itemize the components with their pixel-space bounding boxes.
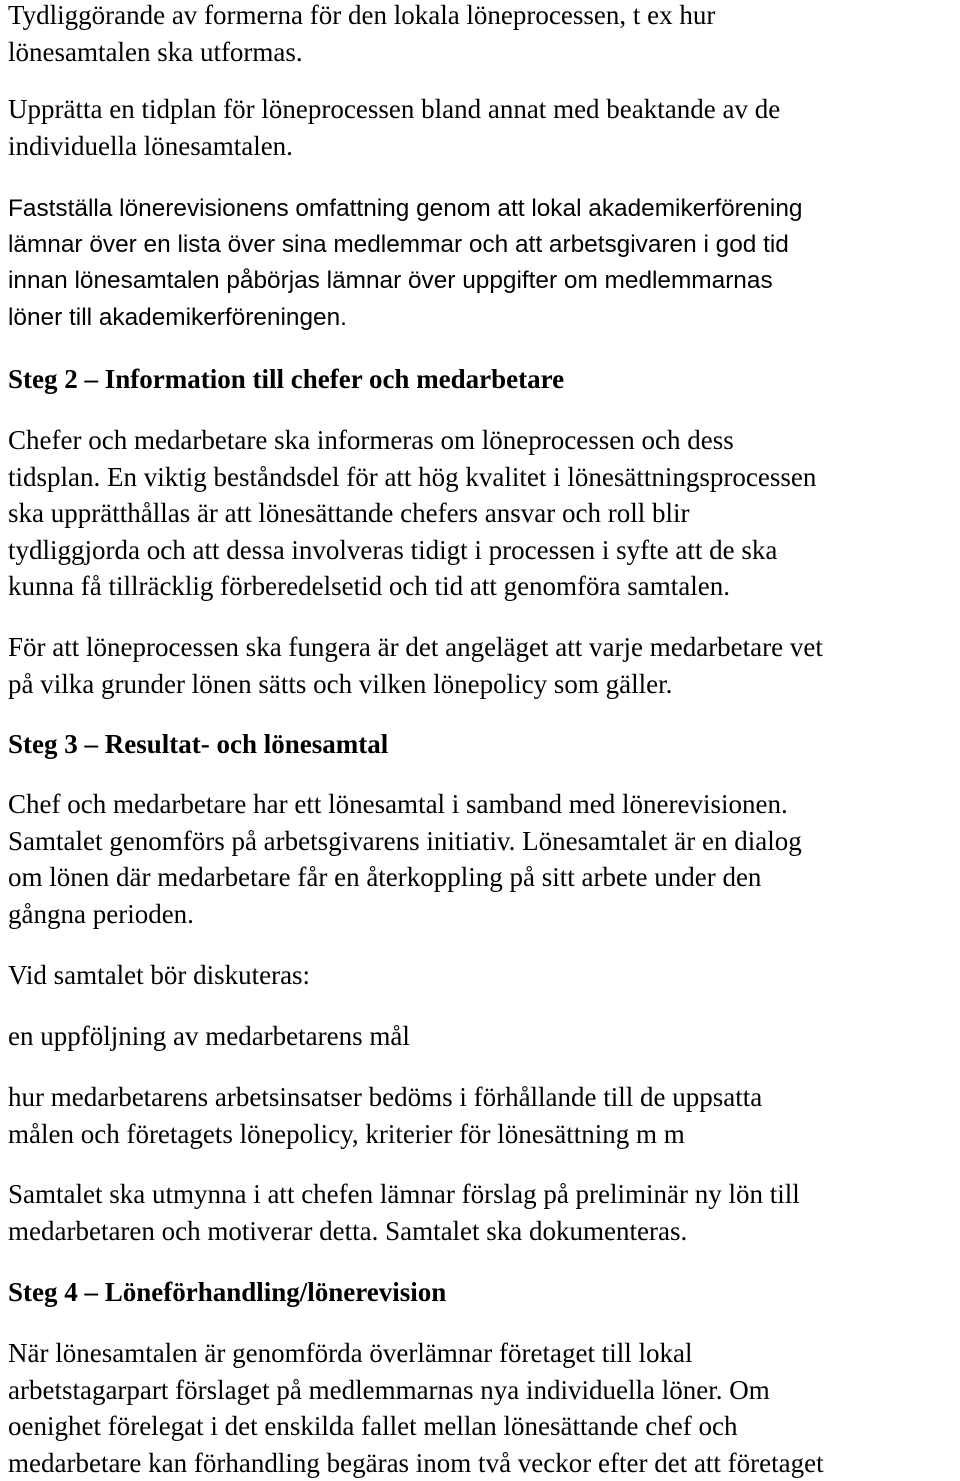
text-line: om lönen där medarbetare får en återkoppling på sitt arbete under den bbox=[8, 859, 958, 896]
text-line: lämnar över en lista över sina medlemmar och att arbetsgivaren i god tid bbox=[8, 227, 958, 263]
paragraph-samtalet-utmynna bbox=[8, 1176, 958, 1249]
text-line: För att löneprocessen ska fungera är det angeläget att varje medarbetare vet bbox=[8, 629, 958, 666]
paragraph-lonesamtal bbox=[8, 786, 958, 932]
paragraph-lonepolicy bbox=[8, 629, 958, 702]
text-line: Samtalet ska utmynna i att chefen lämnar förslag på preliminär ny lön till bbox=[8, 1176, 958, 1213]
text-line: kunna få tillräcklig förberedelsetid och tid att genomföra samtalen. bbox=[8, 568, 958, 605]
text-line: gångna perioden. bbox=[8, 896, 958, 933]
text-line: målen och företagets lönepolicy, kriterier för lönesättning m m bbox=[8, 1116, 958, 1153]
text-line: lönesamtalen ska utformas. bbox=[8, 34, 958, 71]
text-line: på vilka grunder lönen sätts och vilken lönepolicy som gäller. bbox=[8, 666, 958, 703]
heading-steg-4 bbox=[8, 1274, 958, 1311]
heading-text: Steg 4 – Löneförhandling/lönerevision bbox=[8, 1274, 958, 1311]
heading-text: Steg 2 – Information till chefer och medarbetare bbox=[8, 361, 958, 398]
text-line: hur medarbetarens arbetsinsatser bedöms i förhållande till de uppsatta bbox=[8, 1079, 958, 1116]
text-line: När lönesamtalen är genomförda överlämnar företaget till lokal bbox=[8, 1335, 958, 1372]
text-line: oenighet förelegat i det enskilda fallet mellan lönesättande chef och bbox=[8, 1408, 958, 1445]
text-line: Fastställa lönerevisionens omfattning genom att lokal akademikerförening bbox=[8, 191, 958, 227]
paragraph-information bbox=[8, 422, 958, 605]
text-line: tidsplan. En viktig beståndsdel för att hög kvalitet i lönesättningsprocessen bbox=[8, 459, 958, 496]
text-line: Upprätta en tidplan för löneprocessen bland annat med beaktande av de bbox=[8, 91, 958, 128]
text-line: medarbetaren och motiverar detta. Samtalet ska dokumenteras. bbox=[8, 1213, 958, 1250]
paragraph-uppfoljning bbox=[8, 1018, 958, 1055]
text-line: tydliggjorda och att dessa involveras tidigt i processen i syfte att de ska bbox=[8, 532, 958, 569]
text-line: ska upprätthållas är att lönesättande chefers ansvar och roll blir bbox=[8, 495, 958, 532]
text-line: Vid samtalet bör diskuteras: bbox=[8, 957, 958, 994]
heading-steg-3 bbox=[8, 726, 958, 763]
text-line: Chef och medarbetare har ett lönesamtal i samband med lönerevisionen. bbox=[8, 786, 958, 823]
text-line: innan lönesamtalen påbörjas lämnar över uppgifter om medlemmarnas bbox=[8, 263, 958, 299]
heading-steg-2 bbox=[8, 361, 958, 398]
text-line: Tydliggörande av formerna för den lokala löneprocessen, t ex hur bbox=[8, 0, 958, 34]
paragraph-tidplan bbox=[8, 91, 958, 164]
paragraph-lonerevisionens-omfattning bbox=[8, 191, 958, 336]
text-line: individuella lönesamtalen. bbox=[8, 128, 958, 165]
paragraph-diskuteras bbox=[8, 957, 958, 994]
text-line: medarbetare kan förhandling begäras inom två veckor efter det att företaget bbox=[8, 1445, 958, 1481]
text-line: en uppföljning av medarbetarens mål bbox=[8, 1018, 958, 1055]
heading-text: Steg 3 – Resultat- och lönesamtal bbox=[8, 726, 958, 763]
text-line: Chefer och medarbetare ska informeras om löneprocessen och dess bbox=[8, 422, 958, 459]
paragraph-loneforhandling bbox=[8, 1335, 958, 1481]
text-line: Samtalet genomförs på arbetsgivarens initiativ. Lönesamtalet är en dialog bbox=[8, 823, 958, 860]
text-line: löner till akademikerföreningen. bbox=[8, 300, 958, 336]
paragraph-lokala-formerna bbox=[8, 0, 958, 70]
text-line: arbetstagarpart förslaget på medlemmarnas nya individuella löner. Om bbox=[8, 1372, 958, 1409]
paragraph-arbetsinsatser bbox=[8, 1079, 958, 1152]
